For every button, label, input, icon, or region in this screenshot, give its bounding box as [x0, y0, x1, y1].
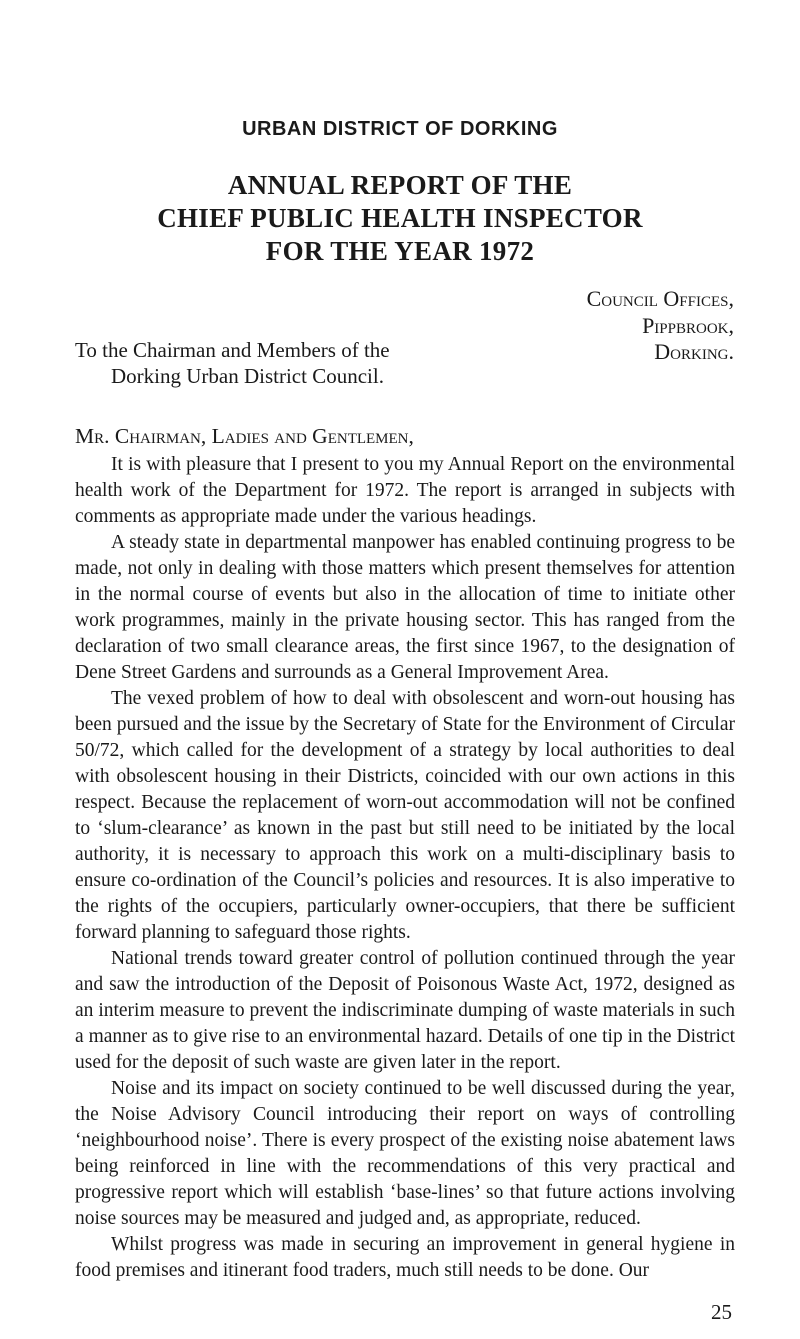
- salutation: Mr. Chairman, Ladies and Gentlemen,: [75, 424, 414, 448]
- paragraph: It is with pleasure that I present to you my Annual Report on the environmental health work of the Department for 1972. The report is arranged in subjects with comments as appropriate made under the various headings.: [75, 454, 735, 527]
- report-title-line-1: ANNUAL REPORT OF THE: [227, 170, 573, 200]
- page-number: 25: [711, 1300, 732, 1324]
- address-line-2: Pippbrook,: [642, 313, 734, 338]
- paragraph: National trends toward greater control of pollution continued through the year and saw the introduction of the Deposit of Poisonous Waste Act, 1972, designed as an interim measure to prevent the indiscriminate dumping of waste materials in such a manner as to give rise to an environmental hazard. Details of one tip in the District used for the deposit of such waste are given later in the report.: [75, 948, 735, 1073]
- paragraph: A steady state in departmental manpower has enabled continuing progress to be made, not only in dealing with those matters which present themselves for attention in the normal course of events but also in the allocation of time to initiate other work programmes, mainly in the private housing sector. This has ranged from the declaration of two small clearance areas, the first since 1967, to the designation of Dene Street Gardens and surrounds as a General Improvement Area.: [75, 532, 735, 683]
- district-heading: URBAN DISTRICT OF DORKING: [242, 118, 558, 140]
- paragraph: The vexed problem of how to deal with obsolescent and worn-out housing has been pursued and the issue by the Secretary of State for the Environment of Circular 50/72, which called for the development of a strategy by local authorities to deal with obsolescent housing in their Districts, coincided with our own actions in this respect. Because the replacement of worn-out accommodation will not be confined to ‘slum-clearance’ as known in the past but still need to be initiated by the local authority, it is necessary to approach this work on a multi-disciplinary basis to ensure co-ordination of the Council’s policies and resources. It is also imperative to the rights of the occupiers, particularly owner-occupiers, that there be sufficient forward planning to safeguard those rights.: [75, 688, 735, 943]
- address-line-1: Council Offices,: [586, 286, 734, 311]
- addressee-line-2: Dorking Urban District Council.: [111, 364, 384, 388]
- report-title-line-3: FOR THE YEAR 1972: [265, 236, 535, 266]
- paragraph: Whilst progress was made in securing an improvement in general hygiene in food premises and itinerant food traders, much still needs to be done. Our: [75, 1234, 735, 1281]
- addressee-line-1: To the Chairman and Members of the: [75, 338, 390, 362]
- report-body: [75, 452, 735, 1284]
- paragraph: Noise and its impact on society continued to be well discussed during the year, the Noise Advisory Council introducing their report on ways of controlling ‘neighbourhood noise’. There is every prospect of the existing noise abatement laws being reinforced in line with the recommendations of this very practical and progressive report which will establish ‘base-lines’ so that future actions involving noise sources may be measured and judged and, as appropriate, reduced.: [75, 1078, 735, 1229]
- report-title-line-2: CHIEF PUBLIC HEALTH INSPECTOR: [157, 203, 643, 233]
- address-line-3: Dorking.: [654, 339, 734, 364]
